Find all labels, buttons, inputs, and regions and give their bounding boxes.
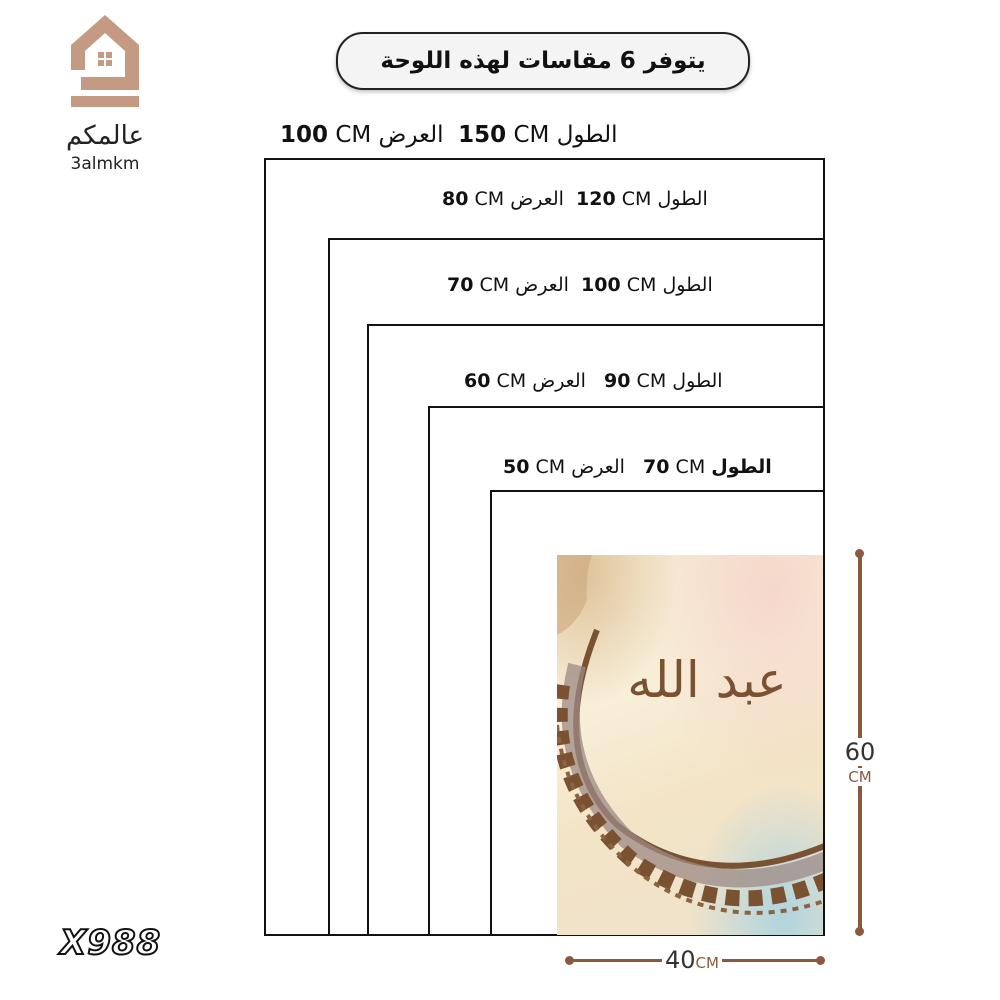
- length-value: 150: [458, 122, 507, 148]
- length-label: الطول: [556, 122, 618, 148]
- width-unit: CM: [479, 274, 510, 296]
- length-unit: CM: [626, 274, 657, 296]
- width-unit: CM: [535, 456, 566, 478]
- length-label: الطول: [672, 370, 723, 392]
- width-label: العرض: [510, 188, 564, 210]
- width-value: 40: [665, 946, 696, 974]
- sizes-title: يتوفر 6 مقاسات لهذه اللوحة: [336, 32, 750, 90]
- size-label-90x60: [464, 370, 723, 392]
- width-label: العرض: [571, 456, 625, 478]
- artwork-ornament: [557, 555, 823, 935]
- size-label-120x80: [442, 188, 708, 210]
- brand-logo: [55, 12, 155, 172]
- length-unit: CM: [675, 456, 706, 478]
- length-unit: CM: [621, 188, 652, 210]
- height-dimension-start: [855, 549, 864, 558]
- length-label: الطول: [711, 456, 772, 478]
- width-label: العرض: [532, 370, 586, 392]
- brand-name-arabic: عالمكم: [65, 121, 145, 151]
- width-dimension-label: [662, 946, 722, 974]
- artwork-image: [557, 555, 823, 935]
- house-icon: [67, 12, 143, 108]
- width-value: 50: [503, 456, 530, 478]
- brand-name-latin: 3almkm: [70, 154, 140, 174]
- width-label: العرض: [515, 274, 569, 296]
- height-value: 60: [840, 738, 880, 766]
- width-unit: CM: [335, 122, 372, 148]
- length-unit: CM: [513, 122, 550, 148]
- width-unit: CM: [474, 188, 505, 210]
- size-label-100x70: [447, 274, 713, 296]
- width-dimension-start: [565, 956, 574, 965]
- height-dimension-end: [855, 927, 864, 936]
- width-dimension-end: [816, 956, 825, 965]
- height-unit: CM: [840, 768, 880, 786]
- width-value: 60: [464, 370, 491, 392]
- width-value: 70: [447, 274, 474, 296]
- length-value: 120: [576, 188, 616, 210]
- length-value: 70: [643, 456, 670, 478]
- length-value: 100: [581, 274, 621, 296]
- width-unit: CM: [695, 954, 719, 972]
- size-label-70x50: [503, 456, 772, 478]
- width-label: العرض: [378, 122, 444, 148]
- size-label-150x100: [280, 122, 618, 148]
- width-unit: CM: [496, 370, 527, 392]
- length-label: الطول: [662, 274, 713, 296]
- width-value: 80: [442, 188, 469, 210]
- length-label: الطول: [657, 188, 708, 210]
- width-value: 100: [280, 122, 329, 148]
- artwork-calligraphy: عبد الله: [627, 651, 787, 709]
- length-value: 90: [604, 370, 631, 392]
- product-code: X988: [60, 923, 162, 963]
- length-unit: CM: [636, 370, 667, 392]
